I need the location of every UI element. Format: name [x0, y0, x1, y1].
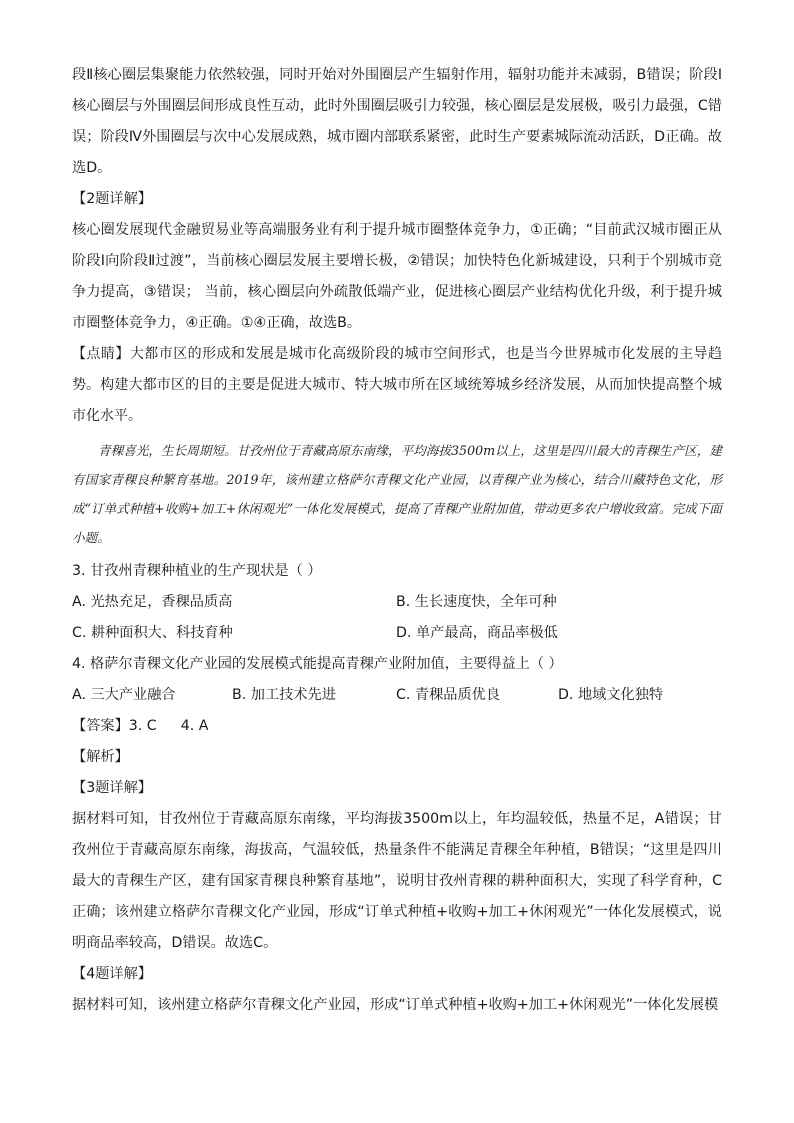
explanation-q3: 据材料可知，甘孜州位于青藏高原东南缘，平均海拔3500m以上，年均温较低，热量不足，A错误；甘孜州位于青藏高原东南缘，海拔高，气温较低，热量条件不能满足青稞全年种植，B错误；“这里是四川最大的青稞生产区，建有国家青稞良种繁育基地”，说明甘孜州青稞的耕种面积大，实现了科学育种，C正确；该州建立格萨尔青稞文化产业园，形成“订单式种植+收购+加工+休闲观光”一体化发展模式，说明商品率较高，D错误。故选C。: [72, 811, 722, 951]
question-4-option-d: D. 地域文化独特: [558, 687, 664, 703]
answer-line: [72, 711, 722, 742]
analysis-heading: 【解析】: [72, 749, 129, 765]
answer-4: 4. A: [180, 718, 209, 734]
question-4-option-c: C. 青稞品质优良: [396, 687, 501, 703]
question-3-options: [72, 587, 722, 649]
explanation-q2: 核心圈发展现代金融贸易业等高端服务业有利于提升城市圈整体竞争力，①正确；“目前武汉城市圈正从阶段Ⅰ向阶段Ⅱ过渡”，当前核心圈层发展主要增长极，②错误；加快特色化新城建设，只利于个别城市竞争力提高，③错误； 当前，核心圈层向外疏散低端产业，促进核心圈层产业结构优化升级，利于提升城市圈整体竞争力，④正确。①④正确，故选B。: [72, 222, 722, 331]
tip-paragraph: [72, 339, 722, 432]
explanation-q1-continued: 段Ⅱ核心圈层集聚能力依然较强，同时开始对外围圈层产生辐射作用，辐射功能并未减弱，B错误；阶段Ⅰ核心圈层与外围圈层间形成良性互动，此时外围圈层吸引力较强，核心圈层是发展极，吸引力最强，C错误；阶段Ⅳ外围圈层与次中心发展成熟，城市圈内部联系紧密，此时生产要素城际流动活跃，D正确。故选D。: [72, 67, 722, 176]
q2-detail-heading: 【2题详解】: [72, 191, 152, 207]
explanation-q4: 据材料可知，该州建立格萨尔青稞文化产业园，形成“订单式种植+收购+加工+休闲观光”一体化发展模: [72, 997, 719, 1013]
tip-label: 【点睛】: [72, 346, 130, 362]
q3-detail-heading: 【3题详解】: [72, 780, 152, 796]
answer-label: 【答案】: [72, 718, 129, 734]
tip-text: 大都市区的形成和发展是城市化高级阶段的城市空间形式，也是当今世界城市化发展的主导趋势。构建大都市区的目的主要是促进大城市、特大城市所在区域统筹城乡经济发展，从而加快提高整个城市化水平。: [72, 346, 723, 424]
document-page: [72, 60, 722, 1021]
question-4-options: [72, 680, 722, 711]
q4-detail-heading: 【4题详解】: [72, 966, 152, 982]
question-4-stem: 4. 格萨尔青稞文化产业园的发展模式能提高青稞产业附加值，主要得益上（ ）: [72, 656, 563, 672]
answer-3: 3. C: [128, 718, 157, 734]
question-3-option-c: C. 耕种面积大、科技育种: [72, 625, 233, 641]
question-3-stem: 3. 甘孜州青稞种植业的生产现状是（ ）: [72, 563, 322, 579]
question-3-option-a: A. 光热充足，香稞品质高: [72, 594, 233, 610]
reading-passage: 青稞喜光，生长周期短。甘孜州位于青藏高原东南缘，平均海拔3500m以上，这里是四川最大的青稞生产区，建有国家青稞良种繁育基地。2019年，该州建立格萨尔青稞文化产业园，以青稞产业为核心，结合川藏特色文化，形成“订单式种植+收购+加工+休闲观光”一体化发展模式，提高了青稞产业附加值，带动更多农户增收致富。完成下面小题。: [72, 443, 722, 545]
question-4-option-b: B. 加工技术先进: [232, 687, 336, 703]
question-3-option-b: B. 生长速度快，全年可种: [396, 594, 557, 610]
question-3-option-d: D. 单产最高，商品率极低: [396, 625, 558, 641]
question-4-option-a: A. 三大产业融合: [72, 687, 176, 703]
